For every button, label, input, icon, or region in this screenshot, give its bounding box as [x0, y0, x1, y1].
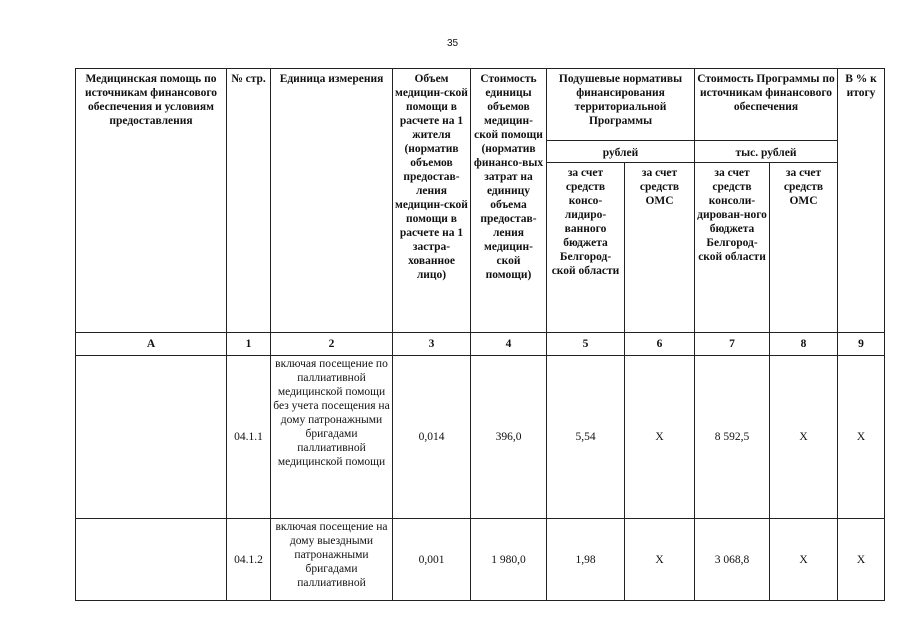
row-cost-unit-cell: 396,0 — [471, 356, 547, 519]
index-cell: 5 — [547, 333, 625, 356]
row-percent-cell: X — [838, 356, 885, 519]
index-cell: 2 — [271, 333, 393, 356]
row-norm-oms-cell: X — [625, 519, 695, 601]
header-col-7: за счет средств консоли-дирован-ного бюджета Белгород-ской области — [695, 163, 770, 333]
row-cost-budget-cell: 3 068,8 — [695, 519, 770, 601]
header-norm-unit: рублей — [547, 141, 695, 163]
page-number: 35 — [446, 38, 459, 49]
row-number-cell: 04.1.2 — [227, 519, 271, 601]
table-row — [76, 356, 885, 519]
header-col-4: Стоимость единицы объемов медицин-ской помощи (норматив финансо-вых затрат на единицу объема предостав-ления медицин-ской помощи) — [471, 69, 547, 333]
table-row — [76, 519, 885, 601]
row-volume-cell: 0,001 — [393, 519, 471, 601]
row-label-cell — [76, 356, 227, 519]
header-col-a: Медицинская помощь по источникам финансового обеспечения и условиям предоставления — [76, 69, 227, 333]
index-cell: 8 — [770, 333, 838, 356]
header-col-1: № стр. — [227, 69, 271, 333]
index-cell: 4 — [471, 333, 547, 356]
index-cell: 6 — [625, 333, 695, 356]
row-volume-cell: 0,014 — [393, 356, 471, 519]
index-cell: 1 — [227, 333, 271, 356]
index-cell: А — [76, 333, 227, 356]
row-norm-oms-cell: X — [625, 356, 695, 519]
header-col-8: за счет средств ОМС — [770, 163, 838, 333]
row-cost-oms-cell: X — [770, 519, 838, 601]
row-percent-cell: X — [838, 519, 885, 601]
row-number-cell: 04.1.1 — [227, 356, 271, 519]
row-cost-unit-cell: 1 980,0 — [471, 519, 547, 601]
row-label-cell — [76, 519, 227, 601]
row-unit-cell: включая посещение по паллиативной медицинской помощи без учета посещения на дому патронажными бригадами паллиативной медицинской помощи — [271, 356, 393, 519]
index-row — [76, 333, 885, 356]
header-group-norm: Подушевые нормативы финансирования территориальной Программы — [547, 69, 695, 141]
header-col-9: В % к итогу — [838, 69, 885, 333]
index-cell: 7 — [695, 333, 770, 356]
row-cost-oms-cell: X — [770, 356, 838, 519]
header-col-5: за счет средств консо-лидиро-ванного бюджета Белгород-ской области — [547, 163, 625, 333]
row-unit-cell: включая посещение на дому выездными патронажными бригадами паллиативной — [271, 519, 393, 601]
header-col-2: Единица измерения — [271, 69, 393, 333]
header-cost-unit: тыс. рублей — [695, 141, 838, 163]
row-norm-budget-cell: 5,54 — [547, 356, 625, 519]
header-col-6: за счет средств ОМС — [625, 163, 695, 333]
row-cost-budget-cell: 8 592,5 — [695, 356, 770, 519]
financing-table — [75, 68, 885, 601]
header-col-3: Объем медицин-ской помощи в расчете на 1 жителя (норматив объемов предостав-ления медицин-ской помощи в расчете на 1 застра-хованное лицо) — [393, 69, 471, 333]
row-norm-budget-cell: 1,98 — [547, 519, 625, 601]
index-cell: 3 — [393, 333, 471, 356]
header-group-cost: Стоимость Программы по источникам финансового обеспечения — [695, 69, 838, 141]
index-cell: 9 — [838, 333, 885, 356]
